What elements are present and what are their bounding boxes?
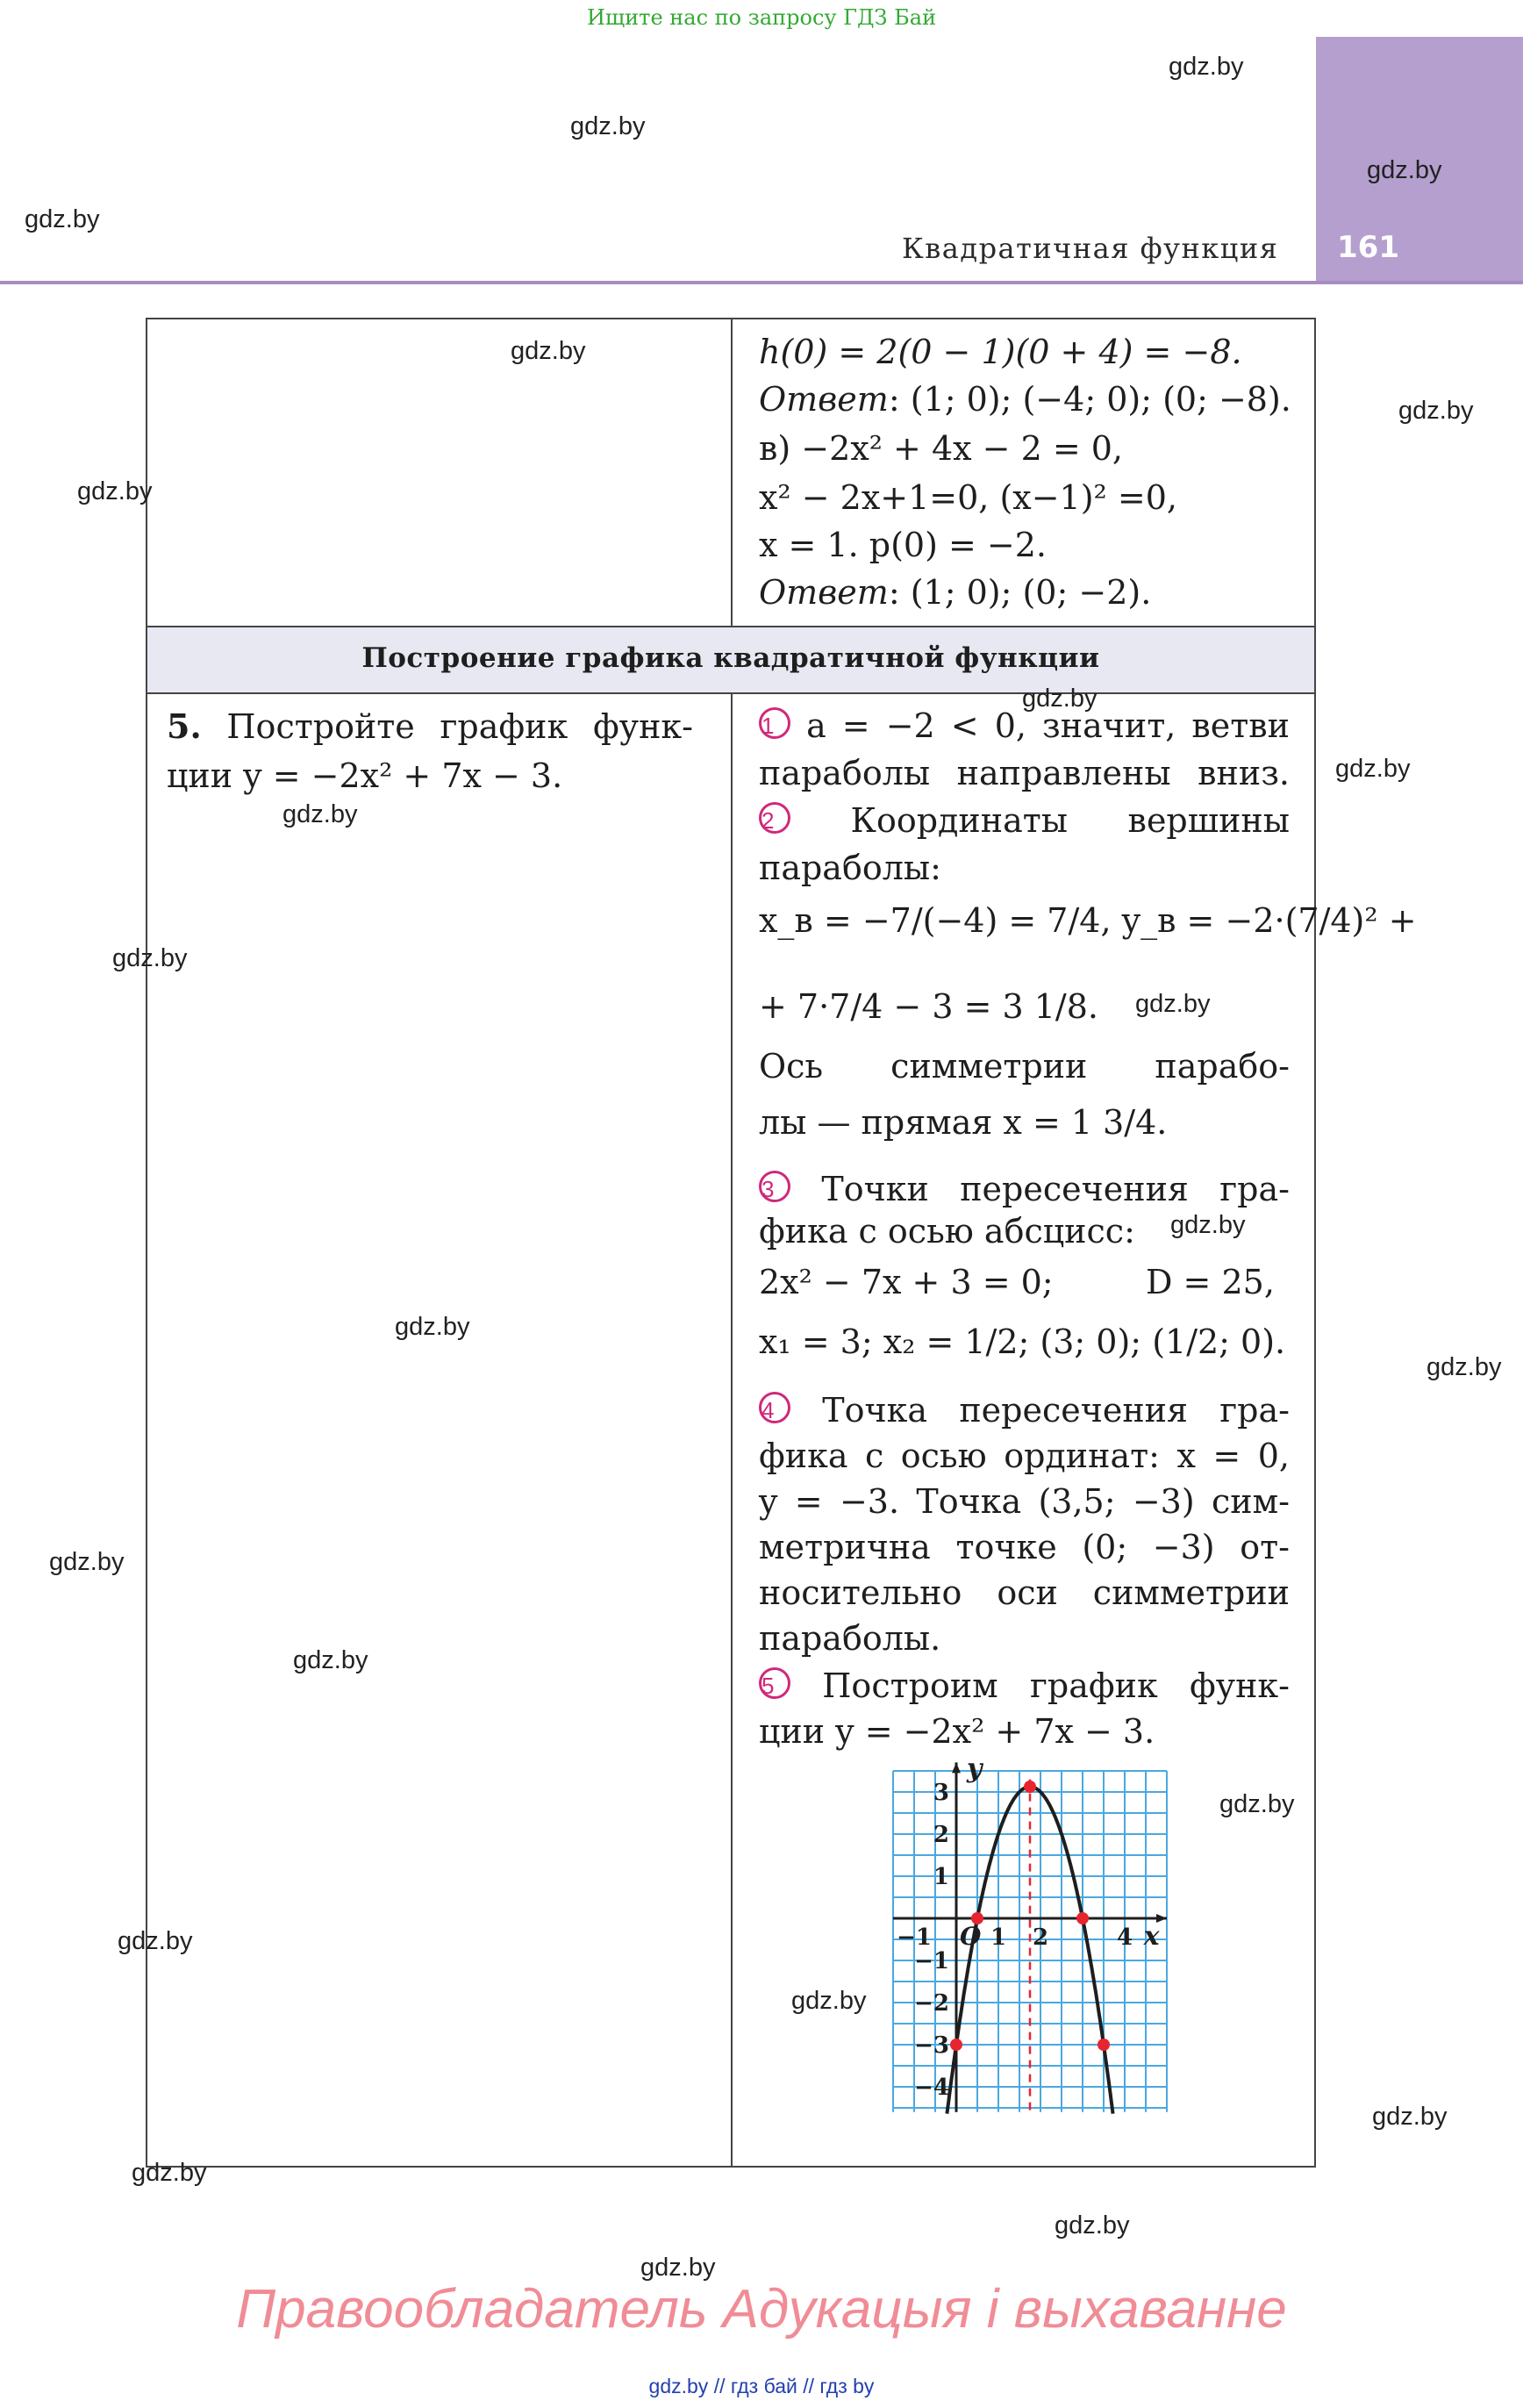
- solution-line: в) −2x² + 4x − 2 = 0,: [759, 429, 1124, 468]
- key-point: [1076, 1912, 1089, 1924]
- parabola-chart: [877, 1753, 1176, 2157]
- table-divider-bottom: [731, 692, 733, 2168]
- watermark: gdz.by: [49, 1548, 125, 1576]
- step-5: 5 Построим график функ-: [759, 1662, 1290, 1709]
- x-tick-label: −1: [897, 1924, 932, 1951]
- watermark: gdz.by: [112, 944, 188, 972]
- quadratic-equation: 2x² − 7x + 3 = 0;: [759, 1263, 1054, 1301]
- watermark: gdz.by: [77, 477, 153, 505]
- step-number-badge: 3: [759, 1171, 790, 1202]
- key-point: [1098, 2039, 1110, 2051]
- step-2: параболы:: [759, 849, 941, 887]
- vertex-formula: + 7·7/4 − 3 = 3 1/8.: [759, 987, 1098, 1026]
- step-2: 2 Координаты вершины: [759, 797, 1290, 844]
- top-search-note: Ищите нас по запросу ГДЗ Бай: [586, 5, 937, 30]
- y-tick-label: 1: [933, 1864, 949, 1890]
- copyright-notice: Правообладатель Адукацыя і выхаванне: [236, 2279, 1287, 2340]
- step-4: метрична точке (0; −3) от-: [759, 1528, 1290, 1566]
- watermark: gdz.by: [25, 205, 100, 233]
- step-number-badge: 2: [759, 802, 790, 834]
- step-4: носительно оси симметрии: [759, 1573, 1290, 1612]
- origin-label: O: [960, 1922, 982, 1951]
- watermark: gdz.by: [1426, 1353, 1502, 1381]
- watermark: gdz.by: [293, 1646, 368, 1674]
- watermark: gdz.by: [1022, 684, 1098, 713]
- roots: x₁ = 3; x₂ = 1/2; (3; 0); (1/2; 0).: [759, 1322, 1286, 1361]
- step-number-badge: 4: [759, 1392, 790, 1423]
- table-rule: [146, 626, 1316, 627]
- vertex-formula: x_в = −7/(−4) = 7/4, y_в = −2·(7/4)² +: [759, 901, 1417, 940]
- key-point: [950, 2039, 962, 2051]
- step-5: ции y = −2x² + 7x − 3.: [759, 1712, 1155, 1751]
- step-3: 3 Точки пересечения гра-: [759, 1165, 1290, 1213]
- y-tick-label: −1: [914, 1948, 949, 1974]
- watermark: gdz.by: [1335, 755, 1411, 783]
- watermark: gdz.by: [570, 112, 646, 140]
- answer-line: Ответ: (1; 0); (−4; 0); (0; −8).: [759, 380, 1291, 419]
- watermark: gdz.by: [640, 2254, 716, 2282]
- symmetry-axis-text: лы — прямая x = 1 3/4.: [759, 1103, 1168, 1142]
- bottom-links: gdz.by // гдз бай // гдз by: [648, 2375, 875, 2397]
- watermark: gdz.by: [282, 800, 358, 828]
- x-axis-label: x: [1143, 1921, 1160, 1952]
- x-tick-label: 4: [1116, 1924, 1133, 1951]
- watermark: gdz.by: [1367, 156, 1442, 184]
- step-number-badge: 1: [759, 707, 790, 739]
- header-divider: [0, 281, 1523, 284]
- watermark: gdz.by: [1135, 990, 1211, 1018]
- solution-line: h(0) = 2(0 − 1)(0 + 4) = −8.: [759, 333, 1242, 371]
- key-point: [1024, 1781, 1036, 1793]
- watermark: gdz.by: [1219, 1790, 1295, 1818]
- x-tick-label: 2: [1032, 1924, 1049, 1951]
- running-header-title: Квадратичная функция: [902, 232, 1279, 265]
- answer-line: Ответ: (1; 0); (0; −2).: [759, 573, 1152, 612]
- y-tick-label: −2: [914, 1990, 949, 2017]
- table-divider-top: [731, 318, 733, 627]
- watermark: gdz.by: [118, 1927, 193, 1955]
- section-title: Построение графика квадратичной функции: [361, 642, 1100, 674]
- step-1: параболы направлены вниз.: [759, 754, 1290, 792]
- step-4: параболы.: [759, 1619, 941, 1658]
- y-tick-label: 2: [933, 1822, 949, 1848]
- watermark: gdz.by: [511, 337, 586, 365]
- watermark: gdz.by: [1055, 2211, 1130, 2240]
- step-number-badge: 5: [759, 1667, 790, 1699]
- step-3: фика с осью абсцисс:: [759, 1212, 1135, 1251]
- watermark: gdz.by: [132, 2159, 207, 2187]
- watermark: gdz.by: [1169, 53, 1244, 81]
- watermark: gdz.by: [1170, 1211, 1246, 1239]
- watermark: gdz.by: [395, 1313, 470, 1341]
- y-axis-label: y: [967, 1753, 983, 1785]
- task-text: 5. Постройте график функ-: [167, 706, 693, 746]
- step-4: 4 Точка пересечения гра-: [759, 1387, 1290, 1434]
- solution-line: x² − 2x+1=0, (x−1)² =0,: [759, 478, 1177, 517]
- watermark: gdz.by: [1372, 2103, 1448, 2131]
- solution-line: x = 1. p(0) = −2.: [759, 526, 1048, 564]
- symmetry-axis-text: Ось симметрии парабо-: [759, 1047, 1290, 1086]
- y-tick-label: 3: [933, 1780, 949, 1806]
- discriminant: D = 25,: [1146, 1263, 1275, 1301]
- y-tick-label: −4: [914, 2075, 949, 2101]
- step-4: y = −3. Точка (3,5; −3) сим-: [759, 1482, 1290, 1521]
- watermark: gdz.by: [791, 1987, 867, 2015]
- task-text: ции y = −2x² + 7x − 3.: [167, 756, 563, 795]
- watermark: gdz.by: [1398, 397, 1474, 425]
- step-1: 1 a = −2 < 0, значит, ветви: [759, 702, 1290, 749]
- step-4: фика с осью ординат: x = 0,: [759, 1437, 1290, 1475]
- x-tick-label: 1: [990, 1924, 1007, 1951]
- page-number: 161: [1337, 230, 1399, 265]
- y-tick-label: −3: [914, 2032, 949, 2059]
